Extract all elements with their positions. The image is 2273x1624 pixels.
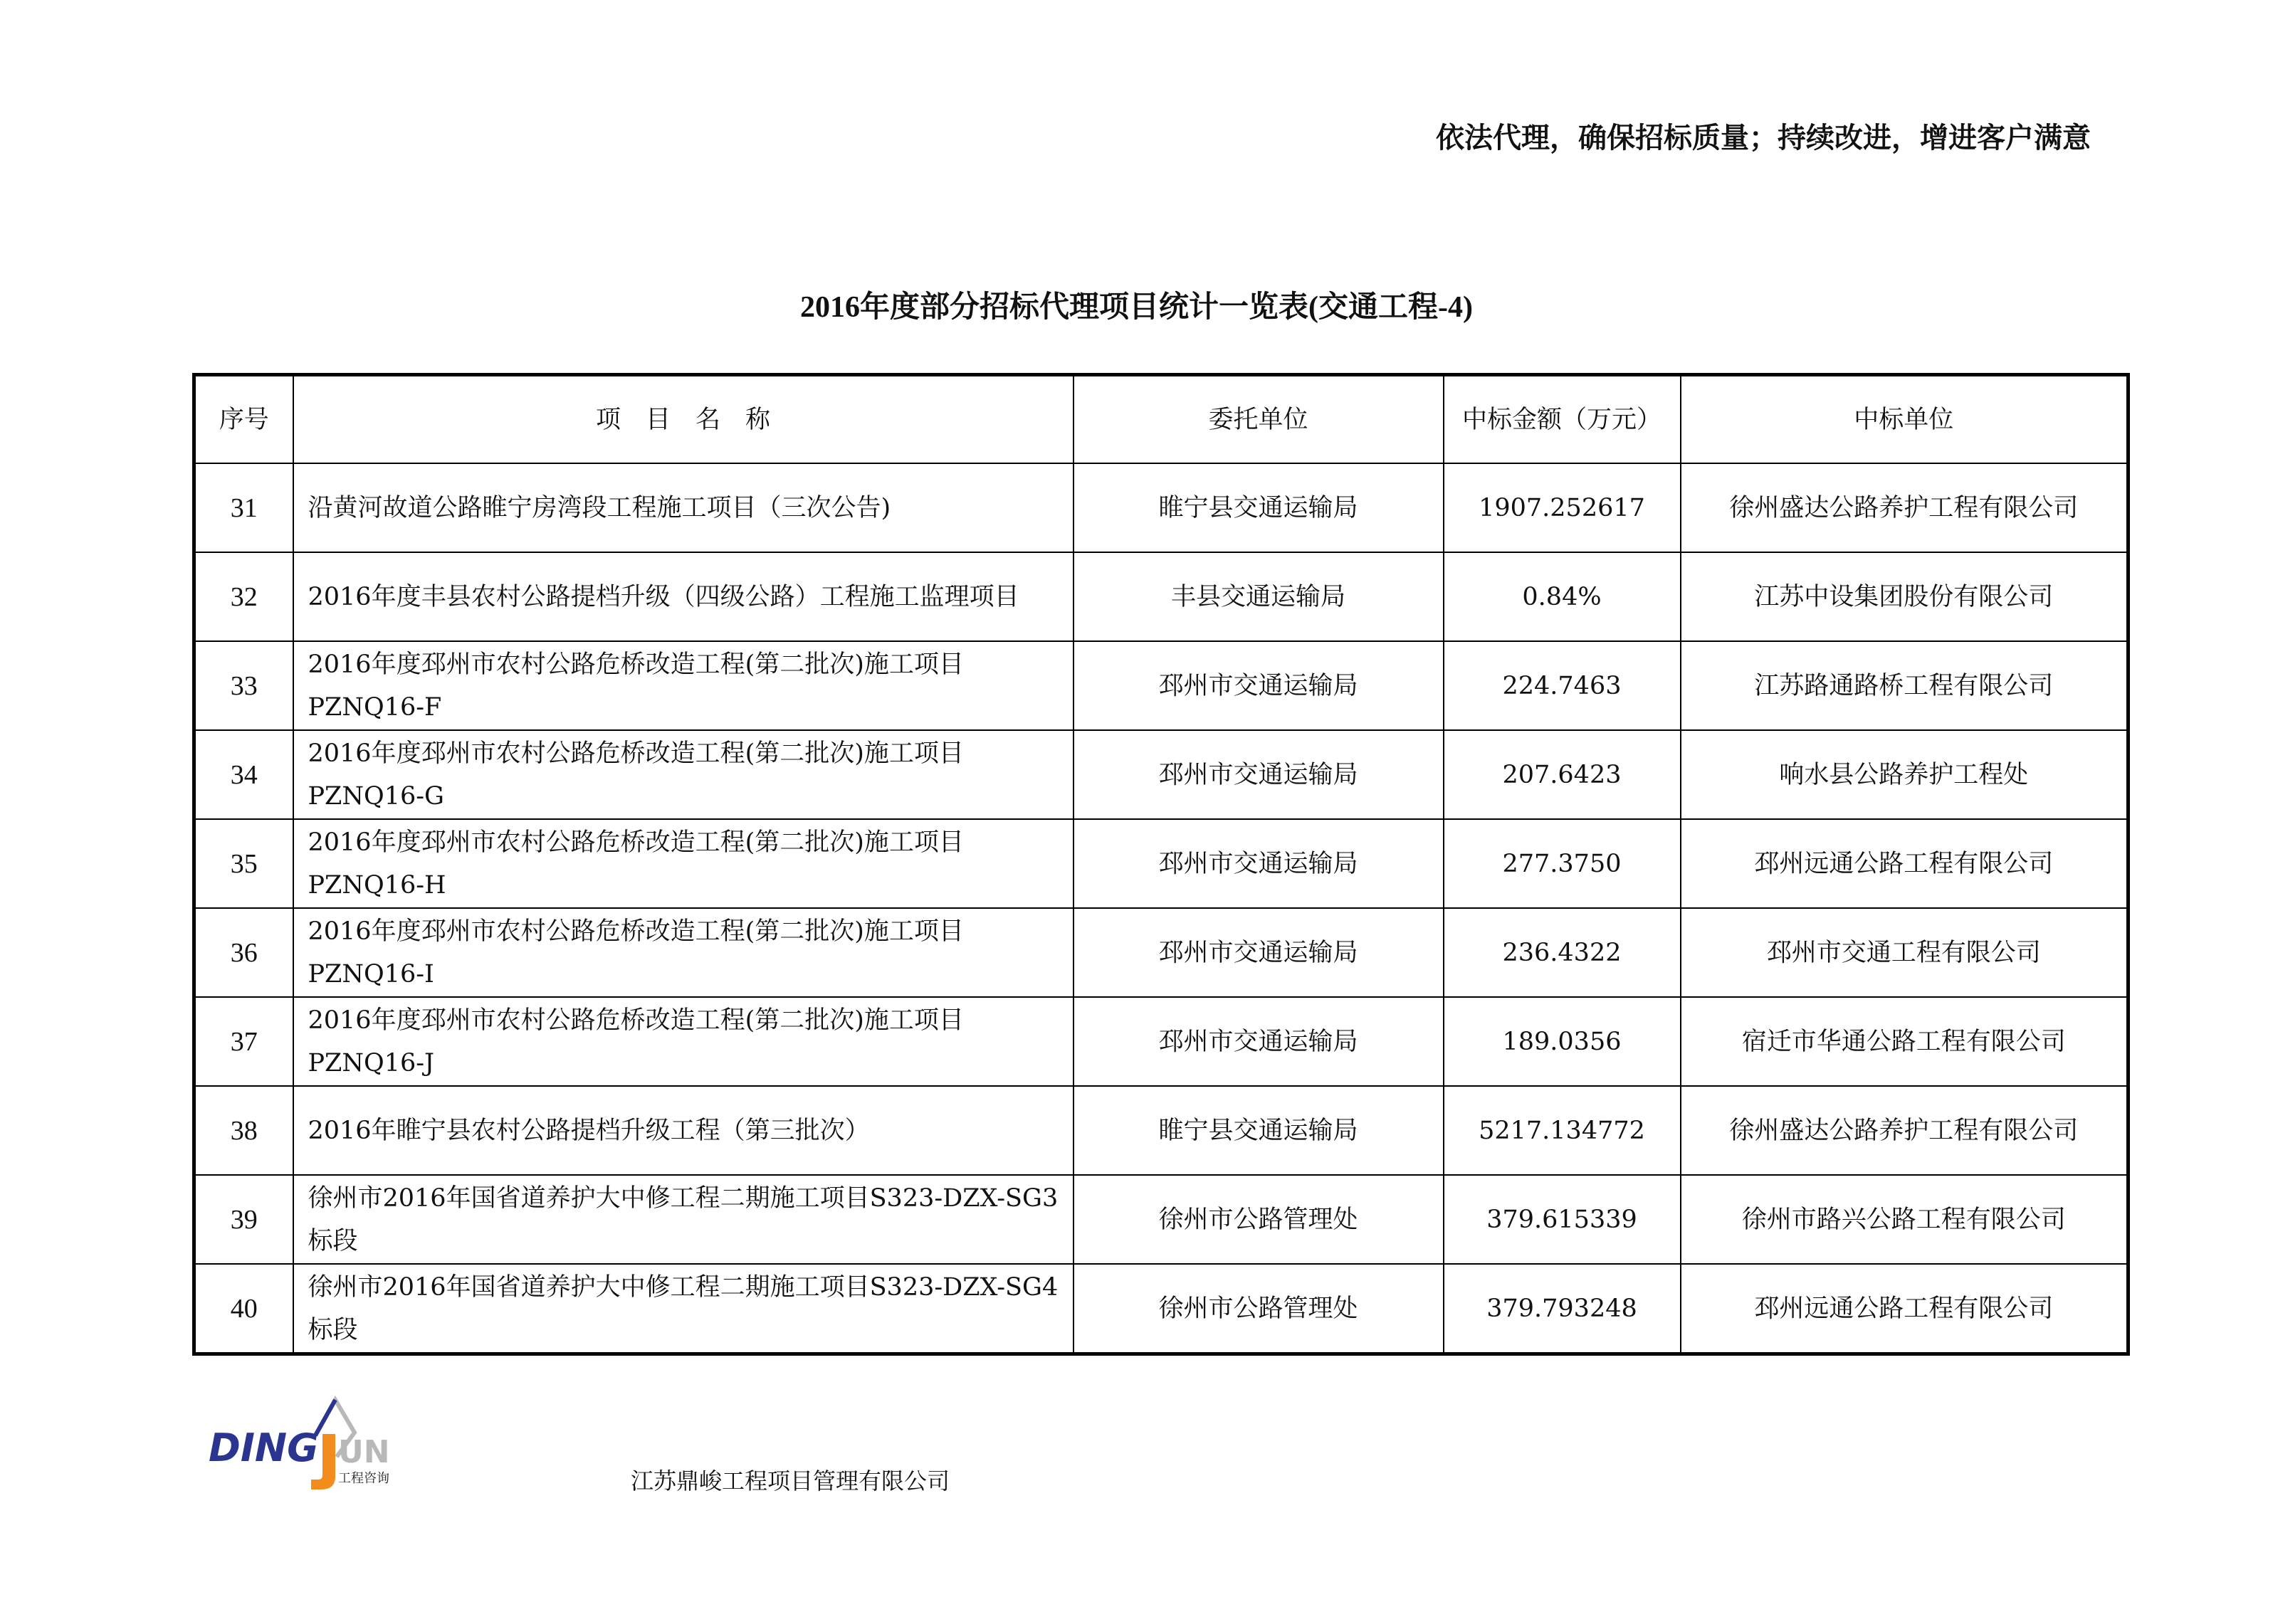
row-number: 40 <box>194 1264 293 1354</box>
client-unit: 邳州市交通运输局 <box>1073 997 1444 1086</box>
table-row <box>194 641 2128 730</box>
winning-unit: 徐州市路兴公路工程有限公司 <box>1681 1175 2128 1264</box>
page-title: 2016年度部分招标代理项目统计一览表(交通工程-4) <box>800 291 1473 324</box>
client-unit: 邳州市交通运输局 <box>1073 730 1444 819</box>
winning-unit: 邳州远通公路工程有限公司 <box>1681 819 2128 908</box>
row-number: 35 <box>194 819 293 908</box>
row-number: 38 <box>194 1086 293 1175</box>
client-unit: 徐州市公路管理处 <box>1073 1175 1444 1264</box>
row-number: 34 <box>194 730 293 819</box>
winning-unit: 江苏路通路桥工程有限公司 <box>1681 641 2128 730</box>
row-number: 33 <box>194 641 293 730</box>
row-number: 32 <box>194 552 293 641</box>
client-unit: 邳州市交通运输局 <box>1073 819 1444 908</box>
bid-amount: 224.7463 <box>1444 641 1681 730</box>
winning-unit: 响水县公路养护工程处 <box>1681 730 2128 819</box>
project-name: 2016年度邳州市农村公路危桥改造工程(第二批次)施工项目PZNQ16-J <box>293 997 1073 1086</box>
bid-amount: 1907.252617 <box>1444 463 1681 552</box>
table-row <box>194 1086 2128 1175</box>
client-unit: 睢宁县交通运输局 <box>1073 1086 1444 1175</box>
project-name: 2016年度邳州市农村公路危桥改造工程(第二批次)施工项目PZNQ16-F <box>293 641 1073 730</box>
bid-amount: 207.6423 <box>1444 730 1681 819</box>
svg-text:UN: UN <box>338 1434 390 1470</box>
bid-amount: 189.0356 <box>1444 997 1681 1086</box>
winning-unit: 邳州远通公路工程有限公司 <box>1681 1264 2128 1354</box>
winning-unit: 江苏中设集团股份有限公司 <box>1681 552 2128 641</box>
table-row <box>194 1264 2128 1354</box>
table-row <box>194 1175 2128 1264</box>
client-unit: 徐州市公路管理处 <box>1073 1264 1444 1354</box>
project-name: 沿黄河故道公路睢宁房湾段工程施工项目（三次公告) <box>293 463 1073 552</box>
client-unit: 睢宁县交通运输局 <box>1073 463 1444 552</box>
table-row <box>194 730 2128 819</box>
footer-company: 江苏鼎峻工程项目管理有限公司 <box>631 1467 950 1494</box>
svg-text:工程咨询: 工程咨询 <box>338 1471 389 1486</box>
table-row <box>194 819 2128 908</box>
col-header-amount: 中标金额（万元） <box>1444 375 1681 464</box>
table-row <box>194 908 2128 997</box>
projects-table <box>192 373 2130 1356</box>
bid-amount: 236.4322 <box>1444 908 1681 997</box>
winning-unit: 徐州盛达公路养护工程有限公司 <box>1681 463 2128 552</box>
winning-unit: 徐州盛达公路养护工程有限公司 <box>1681 1086 2128 1175</box>
winning-unit: 宿迁市华通公路工程有限公司 <box>1681 997 2128 1086</box>
svg-text:DING: DING <box>209 1425 319 1470</box>
col-header-client: 委托单位 <box>1073 375 1444 464</box>
table-row <box>194 997 2128 1086</box>
client-unit: 邳州市交通运输局 <box>1073 641 1444 730</box>
project-name: 2016年度邳州市农村公路危桥改造工程(第二批次)施工项目PZNQ16-G <box>293 730 1073 819</box>
table-header-row <box>194 375 2128 464</box>
bid-amount: 0.84% <box>1444 552 1681 641</box>
bid-amount: 379.793248 <box>1444 1264 1681 1354</box>
row-number: 37 <box>194 997 293 1086</box>
col-header-winner: 中标单位 <box>1681 375 2128 464</box>
row-number: 39 <box>194 1175 293 1264</box>
bid-amount: 379.615339 <box>1444 1175 1681 1264</box>
project-name: 徐州市2016年国省道养护大中修工程二期施工项目S323-DZX-SG4标段 <box>293 1264 1073 1354</box>
winning-unit: 邳州市交通工程有限公司 <box>1681 908 2128 997</box>
bid-amount: 277.3750 <box>1444 819 1681 908</box>
project-name: 2016年度邳州市农村公路危桥改造工程(第二批次)施工项目PZNQ16-I <box>293 908 1073 997</box>
bid-amount: 5217.134772 <box>1444 1086 1681 1175</box>
row-number: 31 <box>194 463 293 552</box>
table-row <box>194 552 2128 641</box>
client-unit: 丰县交通运输局 <box>1073 552 1444 641</box>
project-name: 2016年睢宁县农村公路提档升级工程（第三批次） <box>293 1086 1073 1175</box>
col-header-no: 序号 <box>194 375 293 464</box>
client-unit: 邳州市交通运输局 <box>1073 908 1444 997</box>
col-header-name: 项 目 名 称 <box>293 375 1073 464</box>
project-name: 2016年度邳州市农村公路危桥改造工程(第二批次)施工项目PZNQ16-H <box>293 819 1073 908</box>
header-slogan: 依法代理，确保招标质量；持续改进，增进客户满意 <box>1436 122 2091 154</box>
dingjun-logo <box>209 1391 401 1491</box>
project-name: 2016年度丰县农村公路提档升级（四级公路）工程施工监理项目 <box>293 552 1073 641</box>
project-name: 徐州市2016年国省道养护大中修工程二期施工项目S323-DZX-SG3标段 <box>293 1175 1073 1264</box>
row-number: 36 <box>194 908 293 997</box>
table-row <box>194 463 2128 552</box>
